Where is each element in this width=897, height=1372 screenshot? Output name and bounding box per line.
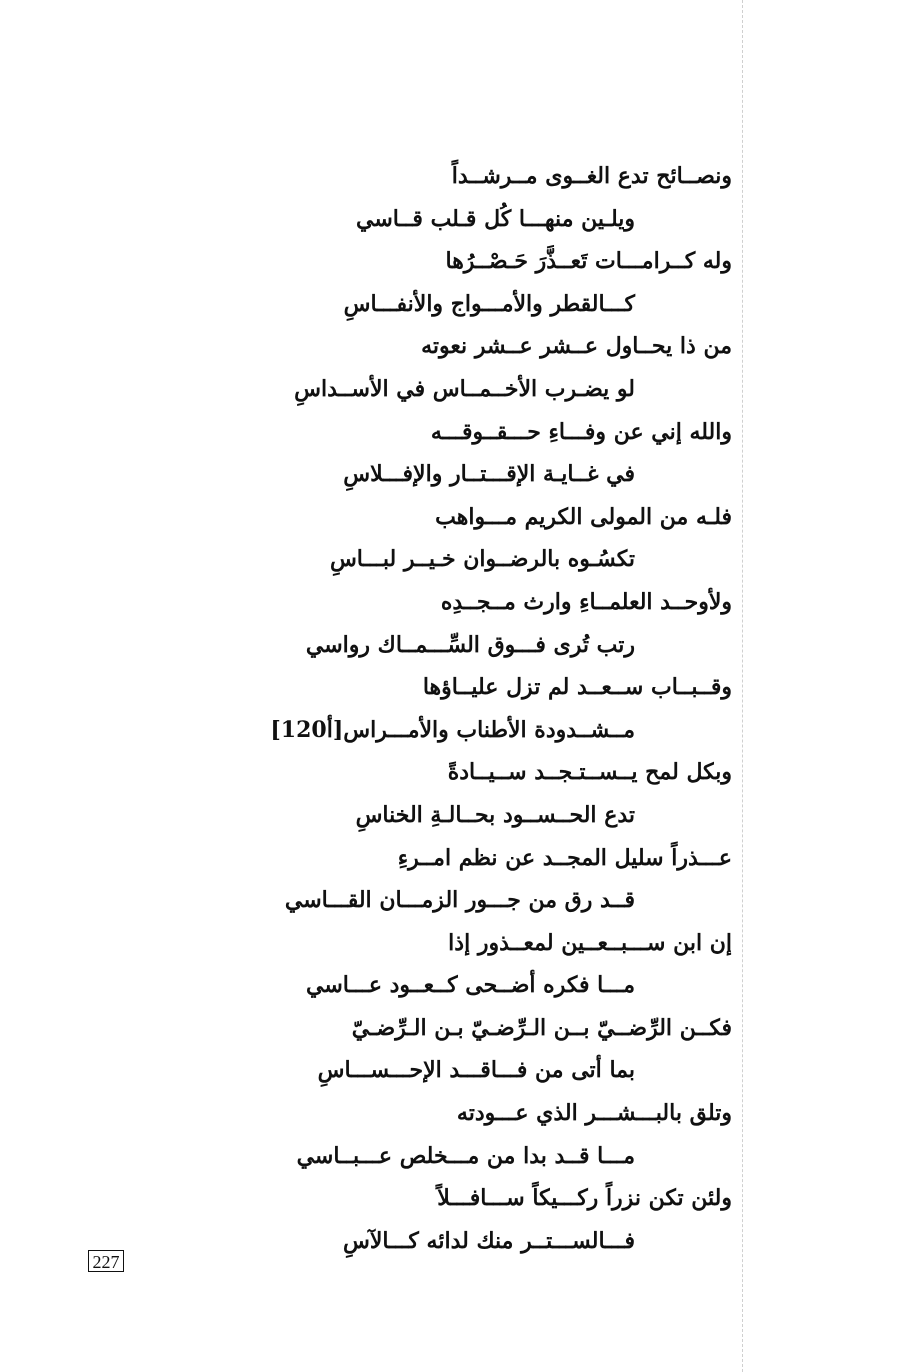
verse-line-13: وقــبــاب ســعــد لم تزل عليــاؤها [422, 674, 732, 701]
manuscript-folio-ref: [120أ] [270, 716, 344, 743]
poem-body [240, 155, 740, 1262]
verse-line-12: رتب تُرى فـــوق السِّـــمــاك رواسي [305, 631, 635, 658]
verse-line-9: فلـه من المولى الكريم مـــواهب [435, 503, 732, 530]
verse-line-7: والله إني عن وفـــاءِ حـــقــوقـــه [430, 418, 732, 445]
verse-line-4: كـــالقطر والأمـــواج والأنفـــاسِ [343, 290, 635, 317]
page-number: 227 [88, 1250, 124, 1272]
verse-line-23: وتلق بالبـــشـــر الذي عـــودته [456, 1100, 732, 1127]
verse-line-1: ونصــائح تدع الغــوى مــرشــداً [451, 163, 732, 189]
verse-line-8: في غــايـة الإقـــتــار والإفـــلاسِ [343, 461, 635, 488]
verse-line-22: بما أتى من فـــاقـــد الإحـــســـاسِ [317, 1057, 635, 1084]
scan-margin-line [742, 0, 743, 1372]
verse-line-2: ويلـين منهـــا كُل قـلب قــاسي [356, 205, 635, 232]
verse-line-14: مــشــدودة الأطناب والأمـــراس[120أ] [270, 716, 635, 743]
verse-line-19: إن ابن ســـبــعــين لمعــذور إذا [448, 929, 732, 956]
verse-line-6: لو يضـرب الأخــمــاس في الأســداسِ [294, 375, 635, 402]
verse-line-21: فكــن الرِّضــيّ بــن الـرِّضـيّ بـن الـرِّضـيّ [351, 1014, 732, 1041]
verse-line-20: مـــا فكره أضــحى كــعــود عـــاسي [306, 972, 635, 999]
verse-line-17: عـــذراً سليل المجــد عن نظم امــرءِ [397, 844, 732, 871]
verse-line-15: وبكل لمح يــســتـجــد ســيــادةً [447, 759, 732, 786]
verse-line-18: قــد رق من جـــور الزمـــان القـــاسي [284, 887, 635, 914]
verse-line-25: ولئن تكن نزراً ركـــيكاً ســـافـــلاً [437, 1185, 732, 1212]
verse-line-16: تدع الحــســود بحــالـةِ الخناسِ [355, 801, 635, 828]
verse-line-26: فـــالســـتــر منك لدائه كـــالآسِ [342, 1227, 635, 1254]
verse-line-24: مـــا قــد بدا من مـــخلص عـــبــاسي [296, 1142, 635, 1169]
verse-line-11: ولأوحــد العلمــاءِ وارث مــجــدِه [440, 588, 732, 615]
verse-line-10: تكسُـوه بالرضــوان خـيــر لبـــاسِ [329, 546, 635, 573]
verse-line-3: وله كــرامـــات تَعــذَّرَ حَـصْــرُها [445, 248, 732, 275]
verse-line-5: من ذا يحــاول عــشر عــشر نعوته [421, 333, 732, 360]
